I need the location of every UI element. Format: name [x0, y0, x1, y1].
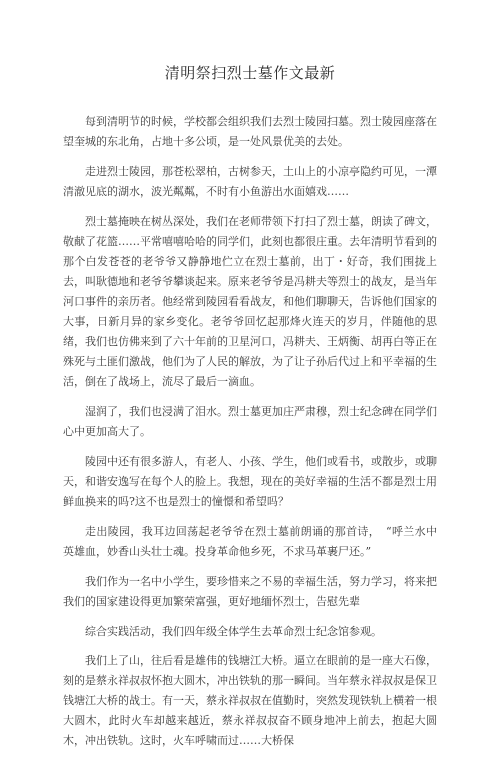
paragraph-4: 湿润了，我们也浸满了泪水。烈士墓更加庄严肃穆，烈士纪念碑在同学们心中更加高大了。: [63, 405, 437, 438]
paragraph-5: 陵园中还有很多游人，有老人、小孩、学生，他们或看书，或散步，或聊天，和谐安逸写在每个人的脸上。我想，现在的美好幸福的生活不都是烈士用鲜血换来的吗?这不也是烈士的憧憬和希望吗？: [63, 455, 437, 508]
document-title: 清明祭扫烈士墓作文最新: [164, 64, 336, 82]
paragraph-3: 烈士墓掩映在树丛深处，我们在老师带领下打扫了烈士墓，朗读了碑文，敬献了花篮……平常嘻嘻哈哈的同学们，此刻也都很庄重。去年清明节看到的那个白发苍苍的老爷爷又静静地伫立在烈士墓前，出丁・好奇，我们围拢上去，叫耿德地和老爷爷攀谈起来。原来老爷爷是冯耕夫等烈士的战友，是当年河口事件的亲历者。他经常到陵园看看战友，和他们聊聊天，告诉他们国家的大事，日新月异的家乡变化。老爷爷回忆起那烽火连天的岁月，伴随他的思绪，我们也仿佛来到了六十年前的卫星河口，冯耕夫、王炳衡、胡再白等正在殊死与土匪们激战，他们为了人民的解放，为了让子孙后代过上和平幸福的生活，倒在了战场上，流尽了最后一滴血。: [63, 215, 437, 388]
paragraph-1: 每到清明节的时候，学校都会组织我们去烈士陵园扫墓。烈士陵园座落在望奎城的东北角，占地十多公顷，是一处风景优美的去处。: [63, 115, 437, 148]
paragraph-9: 我们上了山，往后看是雄伟的钱塘江大桥。逼立在眼前的是一座大石像，刻的是蔡永祥叔叔怀抱大圆木，冲出铁轨的那一瞬间。当年蔡永祥叔叔是保卫钱塘江大桥的战士。有一天，蔡永祥叔叔在值勤时，突然发现铁轨上横着一根大圆木，此时火车却越来越近，蔡永祥叔叔奋不顾身地冲上前去，抱起大圆木，冲出铁轨。这时，火车呼啸而过……大桥保: [63, 654, 437, 747]
paragraph-6: 走出陵园，我耳边回荡起老爷爷在烈士墓前朗诵的那首诗， “呼兰水中英雄血，妙香山头壮士魂。投身革命他乡死，不求马革裹尸还。”: [63, 525, 437, 558]
paragraph-2: 走进烈士陵园，那苍松翠柏，古树参天，土山上的小凉亭隐约可见，一潭清澈见底的湖水，波光粼粼，不时有小鱼游出水面嬉戏……: [63, 165, 437, 198]
paragraph-8: 综合实践活动，我们四年级全体学生去革命烈士纪念馆参观。: [85, 625, 382, 638]
document-body: [63, 112, 437, 760]
paragraph-7: 我们作为一名中小学生，要珍惜来之不易的幸福生活，努力学习，将来把我们的国家建设得更加繁荣富强，更好地缅怀烈士，告慰先辈: [63, 575, 437, 608]
